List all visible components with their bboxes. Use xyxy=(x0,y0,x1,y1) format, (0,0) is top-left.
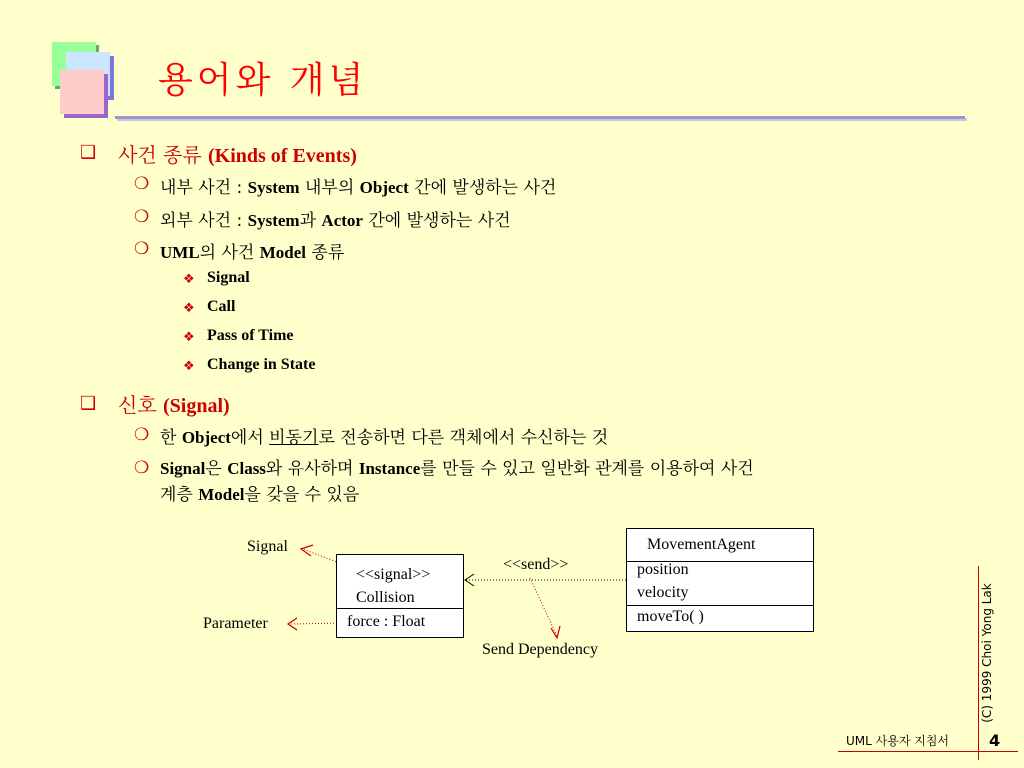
sub-item-signal: Signal xyxy=(207,269,250,286)
parameter-pointer-arrowhead xyxy=(288,618,297,630)
filled-circle-bullet-icon: ❍ xyxy=(134,239,150,259)
agent-operation: moveTo( ) xyxy=(637,608,704,625)
section-heading-events: 사건 종류 (Kinds of Events) xyxy=(118,143,357,167)
footer-title: UML 사용자 지침서 xyxy=(846,734,950,748)
signal-class-name: Collision xyxy=(356,589,415,606)
send-dependency-annotation: Send Dependency xyxy=(482,641,598,658)
agent-class-name: MovementAgent xyxy=(647,536,756,553)
list-item-signal-definition: 한 Object에서 비동기로 전송하면 다른 객체에서 수신하는 것 xyxy=(160,428,609,448)
copyright-notice: (C) 1999 Choi Yong Lak xyxy=(980,582,994,723)
list-item-external-event: 외부 사건 : System과 Actor 간에 발생하는 사건 xyxy=(160,211,511,231)
signal-class-divider xyxy=(336,608,464,609)
sub-item-pass-of-time: Pass of Time xyxy=(207,327,294,344)
footer-horizontal-rule xyxy=(838,751,1018,752)
diamond-cluster-bullet-icon: ❖ xyxy=(183,301,195,316)
list-item-signal-class: Signal은 Class와 유사하며 Instance를 만들 수 있고 일반화 관계를 이용하여 사건 계층 Model을 갖을 수 있음 xyxy=(160,459,754,505)
filled-circle-bullet-icon: ❍ xyxy=(134,174,150,194)
slide-title: 용어와 개념 xyxy=(158,60,368,101)
diamond-cluster-bullet-icon: ❖ xyxy=(183,272,195,287)
signal-annotation: Signal xyxy=(247,538,288,555)
page-number: 4 xyxy=(989,731,1001,750)
parameter-annotation: Parameter xyxy=(203,615,268,632)
hollow-square-bullet-icon: ❑ xyxy=(80,142,97,163)
section-heading-signal: 신호 (Signal) xyxy=(118,393,230,417)
signal-attribute: force : Float xyxy=(347,613,426,630)
sub-item-change-in-state: Change in State xyxy=(207,356,316,373)
diamond-cluster-bullet-icon: ❖ xyxy=(183,359,195,374)
list-item-uml-event-model: UML의 사건 Model 종류 xyxy=(160,243,345,263)
list-item-internal-event: 내부 사건 : System 내부의 Object 간에 발생하는 사건 xyxy=(160,178,557,198)
filled-circle-bullet-icon: ❍ xyxy=(134,458,150,478)
agent-attribute-position: position xyxy=(637,561,689,578)
send-stereotype-label: <<send>> xyxy=(503,556,569,573)
filled-circle-bullet-icon: ❍ xyxy=(134,207,150,227)
agent-class-divider-2 xyxy=(626,605,814,606)
signal-stereotype: <<signal>> xyxy=(356,566,431,583)
footer-vertical-rule xyxy=(978,566,979,760)
send-dependency-pointer-line xyxy=(530,578,557,636)
send-dependency-pointer-arrowhead xyxy=(551,626,560,638)
sub-item-call: Call xyxy=(207,298,236,315)
hollow-square-bullet-icon: ❑ xyxy=(80,393,97,414)
agent-attribute-velocity: velocity xyxy=(637,584,689,601)
diamond-cluster-bullet-icon: ❖ xyxy=(183,330,195,345)
filled-circle-bullet-icon: ❍ xyxy=(134,425,150,445)
